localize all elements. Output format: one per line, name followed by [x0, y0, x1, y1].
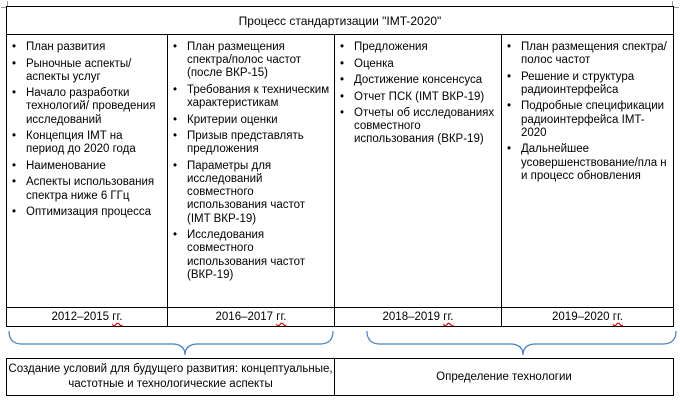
- stage-1-item: • Оптимизация процесса: [11, 206, 163, 219]
- stage-1-list: [11, 41, 163, 219]
- period-suffix: гг.: [276, 311, 287, 323]
- stage-4-item: • План размещения спектра/ полос частот: [506, 41, 669, 67]
- period-label-1: [6, 307, 168, 327]
- stage-3-item: • Оценка: [339, 58, 497, 71]
- outcome-text: Определение технологии: [436, 370, 572, 383]
- stage-1-item: • Наименование: [11, 160, 163, 173]
- stage-2-item: • План размещения спектра/полос частот (после ВКР-15): [172, 41, 330, 81]
- period-suffix: гг.: [443, 311, 454, 323]
- stage-4-item: • Решение и структура радиоинтерфейса: [506, 71, 669, 97]
- stage-4-list: [506, 41, 669, 183]
- stage-1-item: • Рыночные аспекты/аспекты услуг: [11, 58, 163, 84]
- stage-1-item: • План развития: [11, 41, 163, 54]
- period-years: 2018–2019: [382, 311, 441, 323]
- stage-1-item: • Концепция IMT на период до 2020 года: [11, 130, 163, 156]
- stage-4-item: • Подробные спецификации радиоинтерфейса IMT-2020: [506, 100, 669, 140]
- outcome-technology: [334, 358, 674, 396]
- stage-2-item: • Исследования совместного использования частот (ВКР-19): [172, 229, 330, 282]
- diagram-title: Процесс стандартизации "IMT-2020": [6, 6, 674, 35]
- period-years: 2012–2015: [51, 311, 110, 323]
- stage-3-item: • Отчеты об исследованиях совместного использования (ВКР-19): [339, 107, 497, 147]
- period-label-4: [501, 307, 674, 327]
- stage-4-item: • Дальнейшее усовершенствование/пла н и процесс обновления: [506, 143, 669, 183]
- period-label-3: [334, 307, 502, 327]
- stage-2-item: • Требования к техническим характеристикам: [172, 84, 330, 110]
- stage-3-list: [339, 41, 497, 147]
- stage-2-list: [172, 41, 330, 282]
- outcome-foundation: [6, 358, 335, 396]
- stage-3-item: • Отчет ПСК (IMT ВКР-19): [339, 91, 497, 104]
- stage-column-3: [334, 34, 502, 308]
- stage-column-2: [167, 34, 335, 308]
- stage-1-item: • Начало разработки технологий/ проведения исследований: [11, 87, 163, 127]
- brace-right: [367, 331, 676, 355]
- stage-3-item: • Предложения: [339, 41, 497, 54]
- period-label-2: [167, 307, 335, 327]
- stage-1-item: • Аспекты использования спектра ниже 6 ГГц: [11, 176, 163, 202]
- period-years: 2016–2017: [215, 311, 274, 323]
- stage-2-item: • Параметры для исследований совместного использования частот (IMT ВКР-19): [172, 160, 330, 226]
- brace-left: [9, 331, 333, 355]
- stage-column-4: [501, 34, 674, 308]
- stage-3-item: • Достижение консенсуса: [339, 74, 497, 87]
- period-years: 2019–2020: [552, 311, 610, 323]
- period-suffix: гг.: [112, 311, 123, 323]
- outcome-text: Создание условий для будущего развития: концептуальные, частотные и технологические аспекты: [8, 363, 333, 390]
- stage-2-item: • Призыв представлять предложения: [172, 130, 330, 156]
- stage-column-1: [6, 34, 168, 308]
- stage-2-item: • Критерии оценки: [172, 114, 330, 127]
- period-suffix: гг.: [612, 311, 623, 323]
